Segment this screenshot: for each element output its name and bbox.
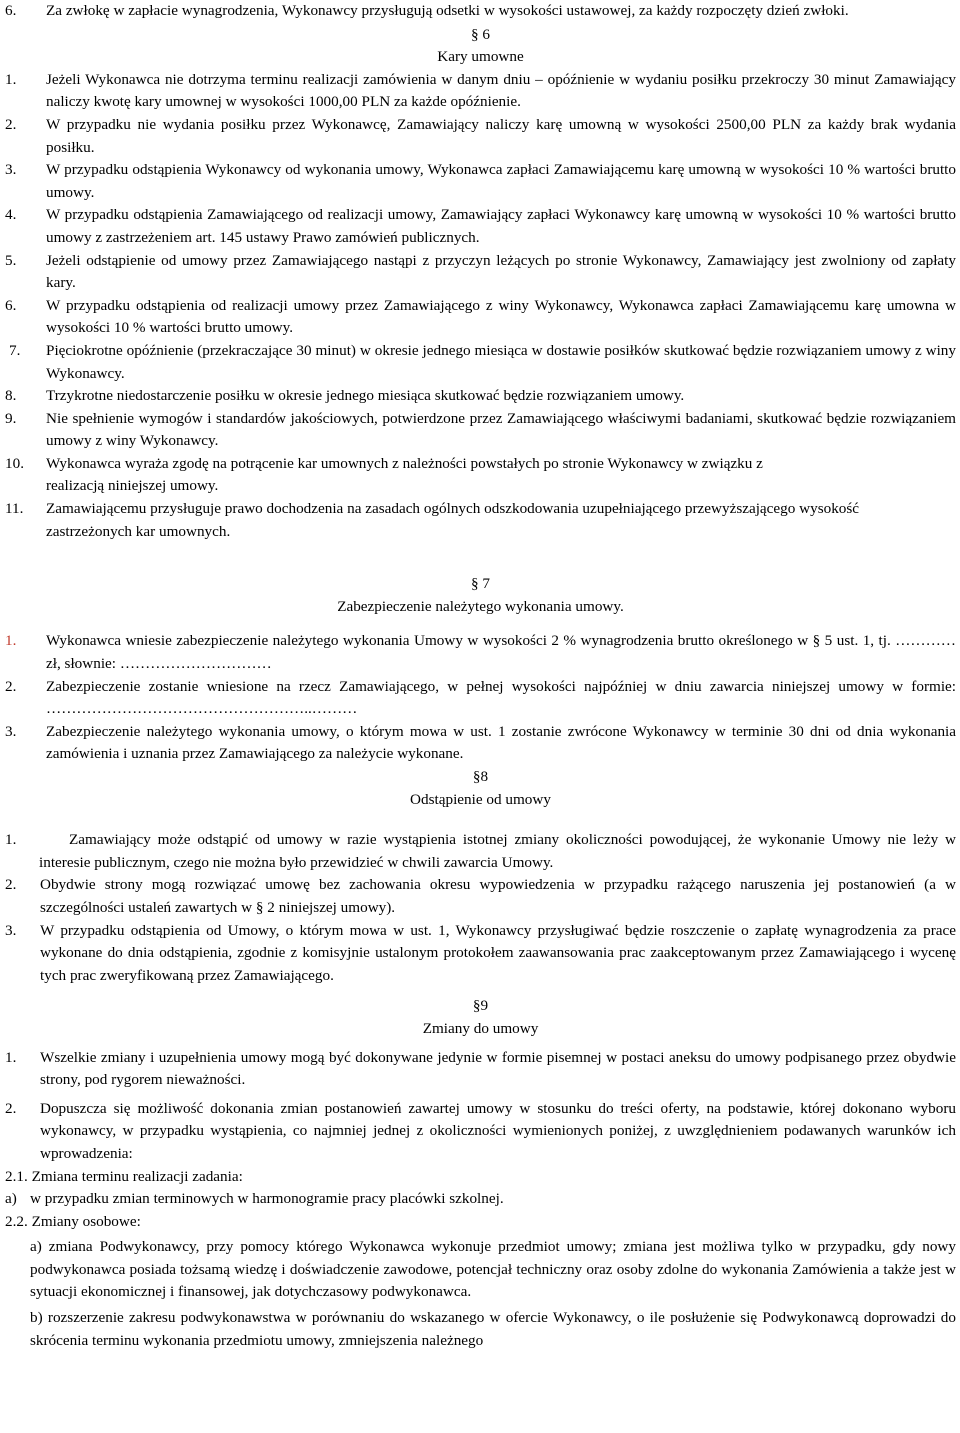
item-number: 1. bbox=[5, 1048, 17, 1066]
list-item bbox=[5, 114, 956, 159]
subsection-heading: 2.1. Zmiana terminu realizacji zadania: bbox=[5, 1167, 243, 1185]
item-text: Jeżeli Wykonawca nie dotrzyma terminu realizacji zamówienia w danym dniu – opóźnienie w wydaniu posiłku przekroczy 30 minut Zamawiający naliczy kwotę kary umownej w wysokości 1000,00 PLN za każde opóźnienie. bbox=[46, 70, 956, 111]
item-text: Za zwłokę w zapłacie wynagrodzenia, Wykonawcy przysługują odsetki w wysokości ustawowej, za każdy rozpoczęty dzień zwłoki. bbox=[46, 2, 849, 19]
item-text: Trzykrotne niedostarczenie posiłku w okresie jednego miesiąca skutkować będzie rozwiązaniem umowy. bbox=[46, 387, 685, 405]
item-number: 3. bbox=[5, 921, 17, 939]
list-item bbox=[5, 385, 956, 408]
item-number: 1. bbox=[5, 70, 17, 88]
section-8-list bbox=[5, 829, 956, 987]
item-text: Jeżeli odstąpienie od umowy przez Zamawiającego nastąpi z przyczyn leżących po stronie Wykonawcy, Zamawiający jest zwolniony od zapłaty kary. bbox=[46, 251, 956, 292]
item-number: 5. bbox=[5, 251, 17, 269]
list-item bbox=[5, 408, 956, 453]
section-title: Zabezpieczenie należytego wykonania umowy. bbox=[337, 597, 624, 615]
section-7-list bbox=[5, 630, 956, 766]
section-heading bbox=[5, 573, 956, 618]
item-text: W przypadku odstąpienia Wykonawcy od wykonania umowy, Wykonawca zapłaci Zamawiającemu karę umowną w wysokości 10 % wartości brutto umowy. bbox=[46, 161, 956, 201]
item-text: Obydwie strony mogą rozwiązać umowę bez zachowania okresu wypowiedzenia w przypadku rażącego naruszenia jej postanowień (a w szczególności ustaleń zawartych w § 2 niniejszej umowy). bbox=[40, 876, 956, 916]
list-item bbox=[5, 1047, 956, 1092]
item-number: 1. bbox=[5, 632, 17, 650]
item-number: 2. bbox=[5, 1099, 17, 1117]
list-item bbox=[5, 0, 956, 23]
item-text: Pięciokrotne opóźnienie (przekraczające 30 minut) w okresie jednego miesiąca w dostawie posiłków skutkować będzie rozwiązaniem umowy z winy Wykonawcy. bbox=[46, 341, 956, 382]
item-number: 6. bbox=[5, 2, 17, 19]
section-symbol: §9 bbox=[472, 997, 489, 1015]
list-item bbox=[5, 453, 956, 498]
item-text: Wykonawca wniesie zabezpieczenie należytego wykonania Umowy w wysokości 2 % wynagrodzenia brutto określonego w § 5 ust. 1, tj. ………… zł, słownie: ………………………… bbox=[46, 632, 956, 673]
item-number: 4. bbox=[5, 206, 17, 224]
section-title: Odstąpienie od umowy bbox=[410, 790, 551, 808]
item-text: Nie spełnienie wymogów i standardów jakościowych, potwierdzone przez Zamawiającego właściwymi badaniami, skutkować będzie rozwiązaniem umowy z winy Wykonawcy. bbox=[46, 409, 956, 450]
item-number: 8. bbox=[5, 387, 17, 405]
item-number: 6. bbox=[5, 296, 17, 314]
item-text: Wszelkie zmiany i uzupełnienia umowy mogą być dokonywane jedynie w formie pisemnej w postaci aneksu do umowy podpisanego przez obydwie strony, pod rygorem nieważności. bbox=[40, 1048, 956, 1089]
item-text: w przypadku zmian terminowych w harmonogramie pracy placówki szkolnej. bbox=[30, 1190, 504, 1208]
item-number: 2. bbox=[5, 115, 17, 133]
section-symbol: § 6 bbox=[471, 25, 490, 43]
subsection-heading: 2.2. Zmiany osobowe: bbox=[5, 1212, 141, 1230]
item-text: Dopuszcza się możliwość dokonania zmian postanowień zawartej umowy w stosunku do treści oferty, na podstawie, której dokonano wyboru wykonawcy, w przypadku wystąpienia, co najmniej jednej z okoliczności wymienionych poniżej, z uwzględnieniem podawanych warunków ich wprowadzenia: bbox=[40, 1099, 956, 1162]
paragraph: b) rozszerzenie zakresu podwykonawstwa w porównaniu do wskazanego w ofercie Wykonawcy, o ile posłużenie się Podwykonawcą doprowadzi do skrócenia terminu wykonania przedmiotu umowy, zmniejszenia należnego bbox=[30, 1309, 956, 1349]
list-item bbox=[5, 1188, 956, 1211]
list-item bbox=[5, 295, 956, 340]
item-text: Zabezpieczenie należytego wykonania umowy, o którym mowa w ust. 1 zostanie zwrócone Wykonawcy w terminie 30 dni od dnia wykonania zamówienia i uznania przez Zamawiającego za należycie wykonane. bbox=[46, 722, 956, 763]
item-text: Zamawiającemu przysługuje prawo dochodzenia na zasadach ogólnych odszkodowania uzupełniającego przewyższającego wysokość zastrzeżonych kar umownych. bbox=[46, 500, 860, 540]
section-title: Zmiany do umowy bbox=[422, 1019, 539, 1037]
item-text: Zabezpieczenie zostanie wniesione na rzecz Zamawiającego, w pełnej wysokości najpóźniej w dniu zawarcia niniejszej umowy w formie: ……………………………………………..……… bbox=[46, 677, 956, 718]
section-heading bbox=[5, 766, 956, 811]
section-title: Kary umowne bbox=[437, 48, 524, 66]
list-item bbox=[5, 69, 956, 114]
item-number: 2. bbox=[5, 876, 17, 894]
list-item bbox=[5, 250, 956, 295]
section-heading bbox=[5, 24, 956, 69]
section-symbol: § 7 bbox=[471, 575, 490, 593]
paragraph: a) zmiana Podwykonawcy, przy pomocy którego Wykonawca wykonuje przedmiot umowy; zmiana jest możliwa tylko w przypadku, gdy nowy podwykonawca posiada tożsamą wiedzę i doświadczenie zawodowe, potencjał techniczny oraz osoby zdolne do wykonania Zamówienia a także jest w sytuacji ekonomicznej i finansowej, jak dotychczasowy podwykonawca. bbox=[30, 1238, 956, 1301]
list-item bbox=[5, 340, 956, 385]
item-text: W przypadku odstąpienia od Umowy, o którym mowa w ust. 1, Wykonawcy przysługiwać będzie roszczenie o zapłatę wynagrodzenia za prace wykonane do dnia odstąpienia, zgodnie z komisyjnie ustalonym protokołem zaawansowania prac zaakceptowanym przez Zamawiającego i wycenę tych prac zweryfikowaną przez Zamawiającego. bbox=[40, 921, 956, 984]
item-number: 9. bbox=[5, 409, 17, 427]
item-number: 1. bbox=[5, 831, 17, 849]
item-text: W przypadku odstąpienia od realizacji umowy przez Zamawiającego z winy Wykonawcy, Wykonawca zapłaci Zamawiającemu karę umowna w wysokości 10 % wartości brutto umowy. bbox=[46, 296, 956, 337]
list-item bbox=[5, 829, 956, 874]
section-9-list bbox=[5, 1047, 956, 1353]
list-item bbox=[5, 721, 956, 766]
item-number: 7. bbox=[9, 341, 21, 359]
item-number: 11. bbox=[5, 500, 24, 518]
item-text: Zamawiający może odstąpić od umowy w razie wystąpienia istotnej zmiany okoliczności powodującej, że wykonanie Umowy nie leży w interesie publicznym, czego nie można było przewidzieć w chwili zawarcia Umowy. bbox=[39, 831, 956, 871]
item-number: 2. bbox=[5, 677, 17, 695]
list-item bbox=[5, 676, 956, 721]
item-text: Wykonawca wyraża zgodę na potrącenie kar umownych z należności powstałych po stronie Wykonawcy w związku z realizacją niniejszej umowy. bbox=[46, 454, 763, 495]
list-item bbox=[5, 204, 956, 249]
item-number: 3. bbox=[5, 722, 17, 740]
item-number: a) bbox=[5, 1190, 17, 1208]
list-item bbox=[5, 159, 956, 204]
list-item bbox=[5, 498, 956, 543]
section-6-list bbox=[5, 69, 956, 543]
item-number: 3. bbox=[5, 161, 17, 179]
item-text: W przypadku nie wydania posiłku przez Wykonawcę, Zamawiający naliczy karę umowną w wysokości 2500,00 PLN za każdy brak wydania posiłku. bbox=[46, 115, 956, 156]
list-item bbox=[5, 874, 956, 919]
list-item bbox=[5, 630, 956, 675]
section-heading bbox=[5, 995, 956, 1040]
section-symbol: §8 bbox=[472, 768, 489, 785]
list-item bbox=[5, 920, 956, 988]
item-text: W przypadku odstąpienia Zamawiającego od realizacji umowy, Zamawiający zapłaci Wykonawcy karę umowną w wysokości 10 % wartości brutto umowy z zastrzeżeniem art. 145 ustawy Prawo zamówień publicznych. bbox=[46, 206, 956, 246]
list-item bbox=[5, 1098, 956, 1166]
item-number: 10. bbox=[5, 454, 24, 472]
